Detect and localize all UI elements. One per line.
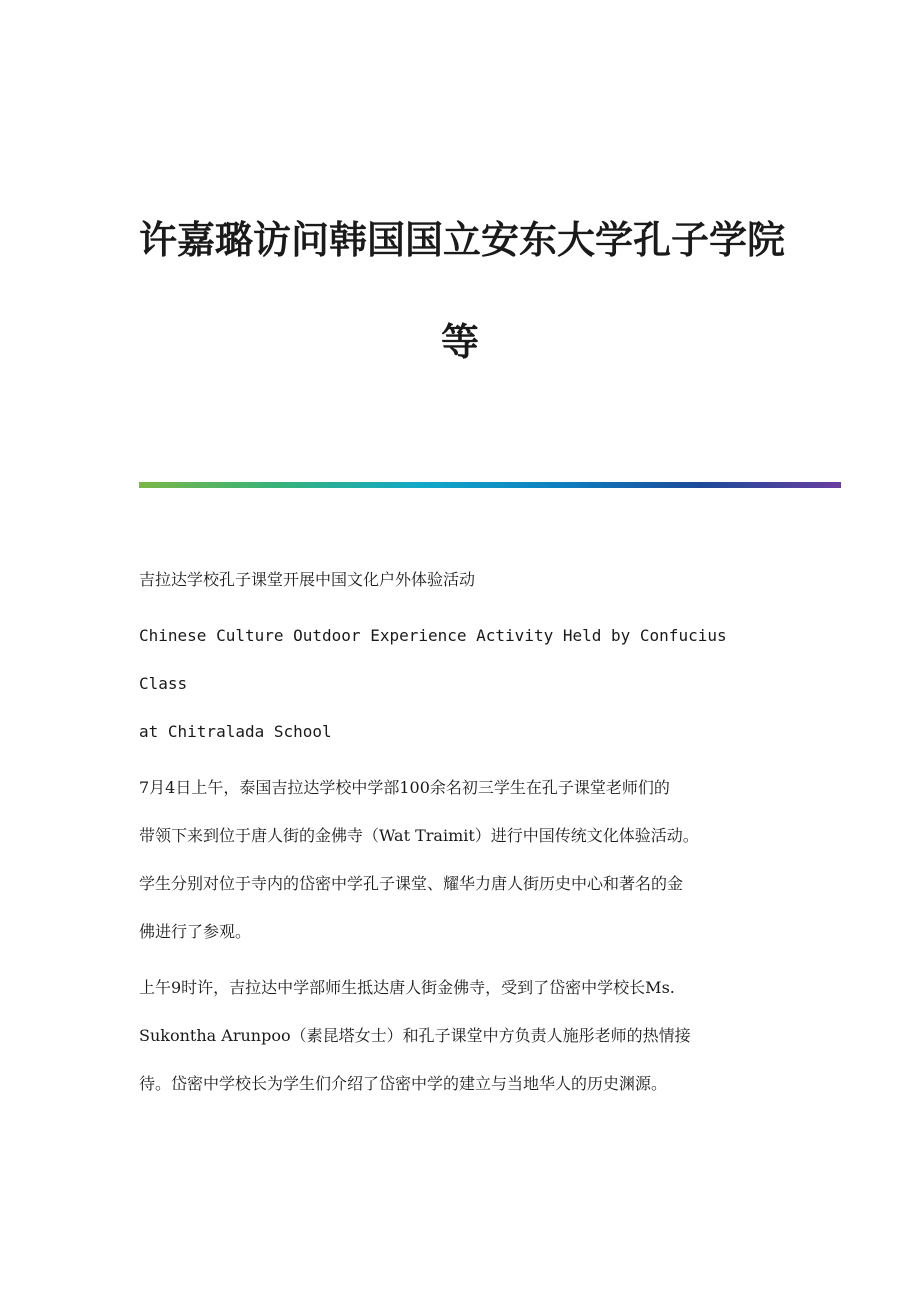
document-title (139, 205, 786, 377)
paragraph-line: 上午9时许，吉拉达中学部师生抵达唐人街金佛寺，受到了岱密中学校长Ms. (139, 978, 675, 997)
paragraph-line: Sukontha Arunpoo（素昆塔女士）和孔子课堂中方负责人施彤老师的热情接 (139, 1026, 691, 1045)
paragraph-2 (139, 964, 779, 1108)
document-body (139, 556, 779, 1108)
paragraph-line: 待。岱密中学校长为学生们介绍了岱密中学的建立与当地华人的历史渊源。 (139, 1074, 668, 1093)
subtitle-english-line-2: at Chitralada School (139, 722, 332, 741)
subtitle-english-line-1: Chinese Culture Outdoor Experience Activity Held by Confucius Class (139, 626, 727, 693)
title-line-1: 许嘉璐访问韩国国立安东大学孔子学院 (139, 217, 786, 262)
paragraph-line: 带领下来到位于唐人街的金佛寺（Wat Traimit）进行中国传统文化体验活动。 (139, 826, 699, 845)
paragraph-line: 7月4日上午，泰国吉拉达学校中学部100余名初三学生在孔子课堂老师们的 (139, 778, 670, 797)
paragraph-1 (139, 764, 779, 956)
gradient-divider (139, 482, 841, 488)
title-line-2: 等 (440, 319, 479, 364)
paragraph-line: 学生分别对位于寺内的岱密中学孔子课堂、耀华力唐人街历史中心和著名的金 (139, 874, 684, 893)
paragraph-line: 佛进行了参观。 (139, 922, 252, 941)
subtitle-chinese: 吉拉达学校孔子课堂开展中国文化户外体验活动 (139, 570, 476, 589)
